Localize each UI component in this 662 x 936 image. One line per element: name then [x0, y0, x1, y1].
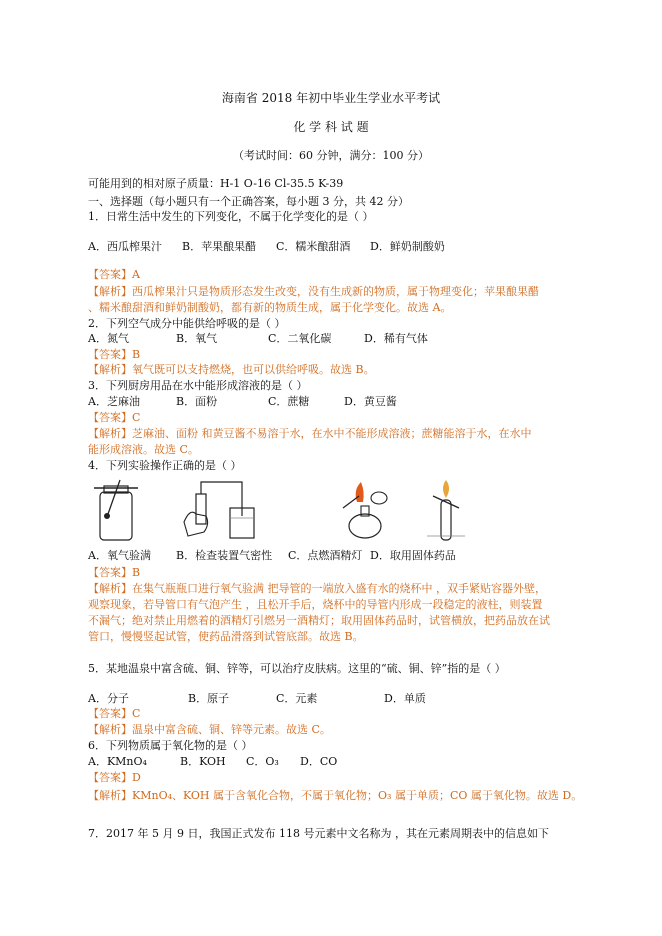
q3-option-c: C．蔗糖 [268, 395, 310, 408]
q1-options [88, 239, 568, 254]
q5-option-c: C．元素 [276, 692, 318, 705]
q6-stem: 6．下列物质属于氧化物的是（ ） [88, 739, 253, 752]
q5-stem: 5．某地温泉中富含硫、铜、锌等，可以治疗皮肤病。这里的“硫、铜、锌”指的是（ ） [88, 662, 506, 675]
q4-analysis-line1: 【解析】在集气瓶瓶口进行氧气验满 把导管的一端放入盛有水的烧杯中 ，双手紧贴容器外壁， [88, 582, 546, 595]
q4-analysis-line4: 管口，慢慢竖起试管，使药品滑落到试管底部。故选 B。 [88, 630, 364, 643]
q2-option-b: B．氧气 [176, 332, 218, 345]
q3-analysis-line1: 【解析】芝麻油、面粉 和黄豆酱不易溶于水，在水中不能形成溶液；蔗糖能溶于水，在水中 [88, 427, 532, 440]
q1-answer: 【答案】A [88, 268, 140, 281]
exam-title: 海南省 2018 年初中毕业生学业水平考试 [221, 91, 441, 105]
q3-option-a: A．芝麻油 [88, 395, 140, 408]
airtightness-illustration [180, 478, 258, 544]
q1-analysis-line1: 【解析】西瓜榨果汁只是物质形态发生改变，没有生成新的物质，属于物理变化；苹果酿果醋 [88, 285, 539, 298]
q3-answer: 【答案】C [88, 411, 141, 424]
q5-analysis-line1: 【解析】温泉中富含硫、铜、锌等元素。故选 C。 [88, 723, 331, 736]
q1-stem: 1．日常生活中发生的下列变化，不属于化学变化的是（ ） [88, 210, 374, 223]
q1-analysis-line2: 、糯米酿甜酒和鲜奶制酸奶，都有新的物质生成，属于化学变化。故选 A。 [88, 301, 452, 314]
q4-analysis-line2: 观察现象，若导管口有气泡产生 ，且松开手后，烧杯中的导管内形成一段稳定的液柱，则装置 [88, 598, 543, 611]
section-heading: 一、选择题（每小题只有一个正确答案，每小题 3 分，共 42 分） [88, 195, 409, 208]
q4-option-a: A．氧气验满 [88, 549, 151, 562]
q1-option-b: B．苹果酿果醋 [182, 240, 257, 253]
atomic-mass-line: 可能用到的相对原子质量：H-1 O-16 Cl-35.5 K-39 [88, 177, 344, 190]
q4-options [88, 548, 568, 563]
q4-option-b: B．检查装置气密性 [176, 549, 273, 562]
q5-option-a: A．分子 [88, 692, 129, 705]
subject-title: 化 学 科 试 题 [293, 120, 369, 134]
q7-stem: 7．2017 年 5 月 9 日，我国正式发布 118 号元素中文名称为 ，其在元素周期表中的信息如下 [88, 827, 549, 840]
q6-option-b: B．KOH [180, 755, 226, 768]
q2-options [88, 331, 568, 346]
q4-option-d: D．取用固体药品 [370, 549, 456, 562]
q4-answer: 【答案】B [88, 566, 141, 579]
q5-option-d: D．单质 [384, 692, 426, 705]
q2-analysis-line1: 【解析】氧气既可以支持燃烧，也可以供给呼吸。故选 B。 [88, 363, 375, 376]
q2-option-a: A．氮气 [88, 332, 129, 345]
q3-option-b: B．面粉 [176, 395, 218, 408]
q1-option-c: C．糯米酿甜酒 [276, 240, 351, 253]
q2-option-c: C．二氧化碳 [268, 332, 332, 345]
q5-options [88, 691, 568, 706]
q6-options [88, 754, 568, 769]
exam-info: （考试时间：60 分钟，满分：100 分） [233, 149, 429, 162]
alcohol-lamp-illustration [335, 478, 393, 544]
q2-answer: 【答案】B [88, 348, 141, 361]
q5-option-b: B．原子 [188, 692, 230, 705]
solid-reagent-illustration [425, 478, 467, 544]
q6-answer: 【答案】D [88, 771, 141, 784]
q1-option-a: A．西瓜榨果汁 [88, 240, 162, 253]
q2-option-d: D．稀有气体 [364, 332, 428, 345]
q1-option-d: D．鲜奶制酸奶 [370, 240, 445, 253]
q6-analysis-line1: 【解析】KMnO₄、KOH 属于含氧化合物，不属于氧化物；O₃ 属于单质；CO 属于氧化物。故选 D。 [88, 789, 583, 802]
q6-option-d: D．CO [300, 755, 338, 768]
q4-analysis-line3: 不漏气；绝对禁止用燃着的酒精灯引燃另一酒精灯；取用固体药品时，试管横放，把药品放在试 [88, 614, 550, 627]
q6-option-a: A．KMnO₄ [88, 755, 147, 768]
q6-option-c: C．O₃ [246, 755, 279, 768]
q3-options [88, 394, 568, 409]
q4-stem: 4．下列实验操作正确的是（ ） [88, 459, 242, 472]
q2-stem: 2．下列空气成分中能供给呼吸的是（ ） [88, 317, 286, 330]
q3-option-d: D．黄豆酱 [344, 395, 397, 408]
q3-analysis-line2: 能形成溶液。故选 C。 [88, 443, 199, 456]
q4-option-c: C．点燃酒精灯 [288, 549, 363, 562]
q3-stem: 3．下列厨房用品在水中能形成溶液的是（ ） [88, 379, 308, 392]
oxygen-test-illustration [90, 478, 142, 544]
q5-answer: 【答案】C [88, 707, 141, 720]
